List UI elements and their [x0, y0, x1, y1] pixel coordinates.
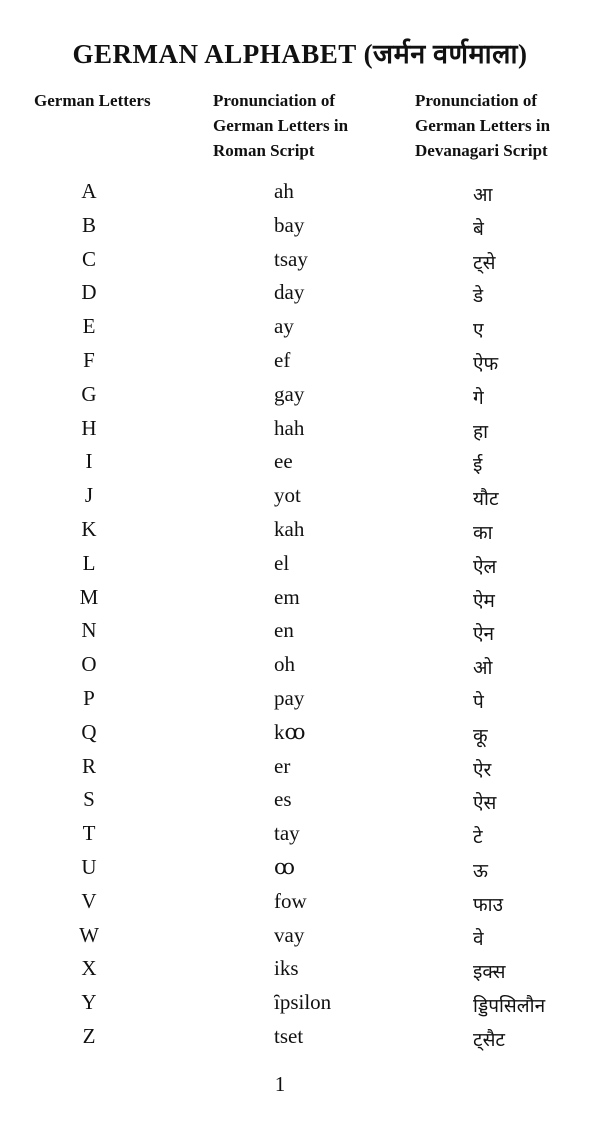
header-german-letters-line: German Letters	[34, 91, 151, 110]
devanagari-pronunciation: डे	[473, 285, 484, 308]
devanagari-pronunciation: ऐस	[473, 792, 497, 815]
devanagari-pronunciation: ओ	[473, 657, 493, 680]
roman-pronunciation: hah	[274, 415, 305, 440]
german-letter: Q	[81, 719, 97, 744]
page-title: GERMAN ALPHABET (जर्मन वर्णमाला)	[72, 39, 528, 69]
devanagari-pronunciation: ट्सैट	[473, 1028, 505, 1051]
roman-pronunciation: en	[274, 618, 294, 643]
devanagari-pronunciation: फाउ	[473, 893, 503, 916]
devanagari-pronunciation: ऐम	[473, 589, 495, 612]
header-roman-line-2: German Letters in	[213, 116, 349, 135]
roman-pronunciation: el	[274, 550, 290, 575]
devanagari-pronunciation: का	[473, 521, 493, 544]
header-roman-script	[213, 88, 348, 163]
header-roman-line-3: Roman Script	[213, 141, 315, 160]
roman-pronunciation: tsay	[274, 246, 308, 271]
devanagari-pronunciation: ट्से	[473, 251, 496, 274]
table-row	[0, 648, 600, 682]
german-letter: R	[81, 753, 96, 778]
page-number: 1	[274, 1072, 286, 1096]
german-letter: U	[81, 854, 97, 879]
table-row	[0, 682, 600, 716]
table-row	[0, 445, 600, 479]
devanagari-pronunciation: कू	[473, 724, 488, 747]
german-letter: G	[81, 381, 97, 406]
header-roman-line-1: Pronunciation of	[213, 91, 336, 110]
german-letter: H	[81, 415, 97, 440]
devanagari-pronunciation: इक्स	[473, 961, 506, 984]
devanagari-pronunciation: ऐल	[473, 555, 497, 578]
table-row	[0, 783, 600, 817]
table-row	[0, 175, 600, 209]
german-letter: L	[82, 550, 96, 575]
roman-pronunciation: ee	[274, 449, 293, 474]
german-letter: B	[81, 212, 96, 237]
table-row	[0, 885, 600, 919]
roman-pronunciation: tay	[274, 821, 300, 846]
roman-pronunciation: em	[274, 584, 300, 609]
table-row	[0, 817, 600, 851]
roman-pronunciation: ay	[274, 314, 294, 339]
roman-pronunciation: pay	[274, 685, 305, 710]
german-letter: W	[79, 922, 99, 947]
table-row	[0, 952, 600, 986]
table-row	[0, 614, 600, 648]
roman-pronunciation: er	[274, 753, 291, 778]
table-row	[0, 986, 600, 1020]
devanagari-pronunciation: पे	[473, 690, 484, 713]
roman-pronunciation: fow	[274, 888, 307, 913]
devanagari-pronunciation: गे	[473, 386, 484, 409]
table-row	[0, 547, 600, 581]
german-letter: M	[79, 584, 99, 609]
roman-pronunciation: day	[274, 280, 305, 305]
table-row	[0, 851, 600, 885]
devanagari-pronunciation: ए	[473, 319, 484, 342]
devanagari-pronunciation: ई	[473, 454, 483, 477]
roman-pronunciation: bay	[274, 212, 305, 237]
devanagari-pronunciation: टे	[473, 826, 483, 849]
roman-pronunciation: vay	[274, 922, 305, 947]
roman-pronunciation: ȋpsilon	[274, 990, 332, 1015]
german-letter: O	[81, 652, 97, 677]
devanagari-pronunciation: ऐर	[473, 758, 492, 781]
german-letter: S	[83, 787, 95, 812]
devanagari-pronunciation: ड्डिपसिलौन	[473, 995, 546, 1018]
table-row	[0, 243, 600, 277]
german-letter: J	[84, 483, 94, 508]
table-row	[0, 750, 600, 784]
german-letter: Y	[81, 990, 97, 1015]
header-devanagari-line-3: Devanagari Script	[415, 141, 548, 160]
german-letter: F	[83, 347, 95, 372]
roman-pronunciation: kah	[274, 516, 305, 541]
german-letter: E	[82, 314, 96, 339]
header-devanagari-script	[415, 88, 550, 163]
table-row	[0, 513, 600, 547]
german-letter: I	[85, 449, 93, 474]
table-header	[0, 88, 600, 168]
german-letter: C	[81, 246, 96, 271]
devanagari-pronunciation: ऐन	[473, 623, 495, 646]
table-row	[0, 581, 600, 615]
devanagari-pronunciation: वे	[473, 927, 484, 950]
table-row	[0, 378, 600, 412]
german-letter: K	[81, 516, 97, 541]
roman-pronunciation: ꝏ	[274, 854, 295, 879]
table-row	[0, 919, 600, 953]
header-german-letters	[34, 88, 151, 113]
header-devanagari-line-1: Pronunciation of	[415, 91, 538, 110]
roman-pronunciation: oh	[274, 652, 295, 677]
table-row	[0, 276, 600, 310]
table-row	[0, 412, 600, 446]
roman-pronunciation: kꝏ	[274, 719, 306, 744]
german-letter: X	[81, 956, 97, 981]
devanagari-pronunciation: यौट	[473, 488, 499, 511]
header-devanagari-line-2: German Letters in	[415, 116, 551, 135]
roman-pronunciation: iks	[274, 956, 299, 981]
roman-pronunciation: yot	[274, 483, 301, 508]
roman-pronunciation: ef	[274, 347, 291, 372]
alphabet-table	[0, 175, 600, 1054]
table-row	[0, 344, 600, 378]
roman-pronunciation: tset	[274, 1023, 304, 1048]
roman-pronunciation: gay	[274, 381, 305, 406]
table-row	[0, 209, 600, 243]
devanagari-pronunciation: हा	[473, 420, 489, 443]
german-letter: N	[81, 618, 97, 643]
roman-pronunciation: ah	[274, 179, 294, 203]
roman-pronunciation: es	[274, 787, 292, 812]
devanagari-pronunciation: ऐफ	[473, 352, 499, 375]
german-letter: A	[81, 179, 97, 203]
german-letter: T	[82, 821, 96, 846]
table-row	[0, 1020, 600, 1054]
german-letter: Z	[82, 1023, 96, 1048]
devanagari-pronunciation: बे	[473, 217, 484, 240]
german-letter: V	[81, 888, 97, 913]
german-letter: P	[83, 685, 95, 710]
devanagari-pronunciation: ऊ	[473, 859, 488, 882]
table-row	[0, 310, 600, 344]
table-row	[0, 716, 600, 750]
german-letter: D	[81, 280, 97, 305]
table-row	[0, 479, 600, 513]
devanagari-pronunciation: आ	[473, 184, 493, 206]
